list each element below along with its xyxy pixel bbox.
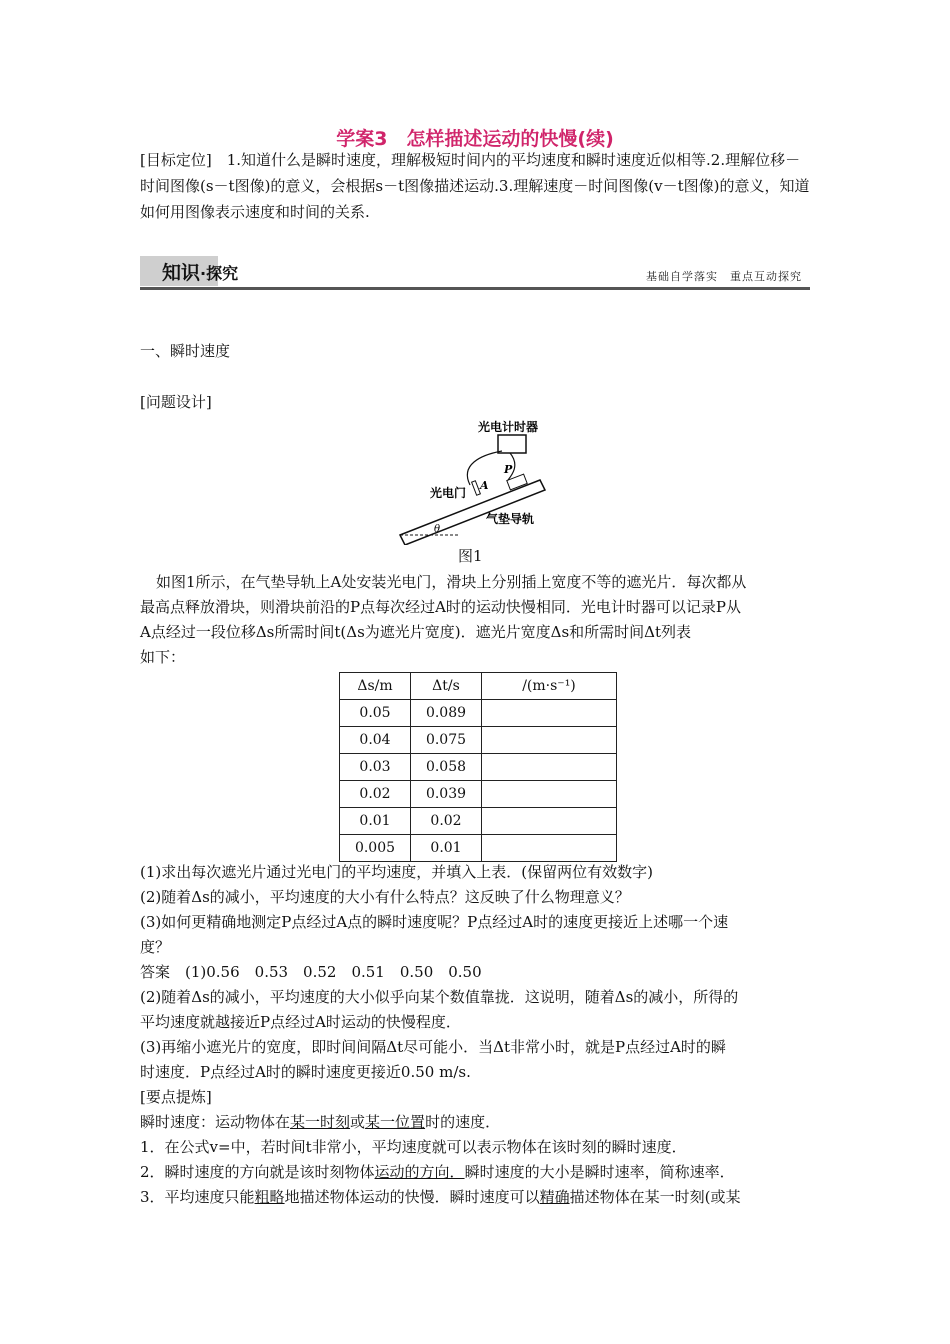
table-row: 0.05 0.089 [340,700,617,727]
problem-design-label: [问题设计] [140,393,212,411]
table-header-row [340,673,617,700]
figure-caption: 图1 [458,547,483,565]
timer-label: 光电计时器 [478,420,539,434]
answer-line: 答案 (1)0.56 0.53 0.52 0.51 0.50 0.50 [140,963,482,981]
answer-line: 时速度．P点经过A时的瞬时速度更接近0.50 m/s. [140,1063,471,1081]
question-line: (3)如何更精确地测定P点经过A点的瞬时速度呢？P点经过A时的速度更接近上述哪一个速 [140,913,729,931]
header-dt: Δt/s [411,673,482,700]
goal-paragraph: [目标定位] 1.知道什么是瞬时速度，理解极短时间内的平均速度和瞬时速度近似相等.2.理解位移－时间图像(s－t图像)的意义，会根据s－t图像描述运动.3.理解速度－时间图像(v－t图像)的意义，知道如何用图像表示速度和时间的关系. [140,151,810,221]
banner-title: 知识·探究 [162,262,239,284]
svg-text:θ: θ [434,524,441,535]
rail-label: 气垫导轨 [486,512,535,526]
table-row: 0.02 0.039 [340,781,617,808]
data-table [339,672,617,862]
key-point-1: 1．在公式v=中，若时间t非常小，平均速度就可以表示物体在该时刻的瞬时速度． [140,1138,687,1156]
page-title: 学案3 怎样描述运动的快慢(续) [336,128,614,150]
svg-text:A: A [480,479,489,492]
section-banner [140,252,810,290]
key-points-label: [要点提炼] [140,1088,212,1106]
intro-line: 如图1所示，在气垫导轨上A处安装光电门，滑块上分别插上宽度不等的遮光片．每次都从 [156,573,747,591]
answer-line: (3)再缩小遮光片的宽度，即时间间隔Δt尽可能小．当Δt非常小时，就是P点经过A时的瞬 [140,1038,726,1056]
section-heading: 一、瞬时速度 [140,342,231,360]
header-ds: Δs/m [340,673,411,700]
intro-line: 最高点释放滑块，则滑块前沿的P点每次经过A时的运动快慢相同．光电计时器可以记录P从 [140,598,742,616]
intro-line: 如下： [140,648,186,666]
svg-text:P: P [504,463,513,476]
key-point-2: 2．瞬时速度的方向就是该时刻物体运动的方向．瞬时速度的大小是瞬时速率，简称速率． [140,1163,735,1181]
header-v: /(m·s⁻¹) [482,673,617,700]
question-line: (1)求出每次遮光片通过光电门的平均速度，并填入上表．(保留两位有效数字) [140,863,653,881]
gate-label: 光电门 [430,486,467,500]
air-track-figure [390,415,570,545]
banner-rule [140,287,810,290]
answer-line: (2)随着Δs的减小，平均速度的大小似乎向某个数值靠拢．这说明，随着Δs的减小，所得的 [140,988,739,1006]
question-line: 度？ [140,938,171,956]
table-row: 0.04 0.075 [340,727,617,754]
table-row: 0.01 0.02 [340,808,617,835]
definition-line: 瞬时速度：运动物体在某一时刻或某一位置时的速度． [140,1113,501,1131]
timer-box [498,435,526,453]
answer-line: 平均速度就越接近P点经过A时运动的快慢程度． [140,1013,461,1031]
key-point-3: 3．平均速度只能粗略地描述物体运动的快慢．瞬时速度可以精确描述物体在某一时刻(或某 [140,1188,741,1206]
banner-subtitle: 基础自学落实 重点互动探究 [646,270,802,283]
table-row: 0.03 0.058 [340,754,617,781]
intro-line: A点经过一段位移Δs所需时间t(Δs为遮光片宽度)．遮光片宽度Δs和所需时间Δt列表 [140,623,692,641]
table-row: 0.005 0.01 [340,835,617,862]
question-line: (2)随着Δs的减小，平均速度的大小有什么特点？这反映了什么物理意义？ [140,888,630,906]
